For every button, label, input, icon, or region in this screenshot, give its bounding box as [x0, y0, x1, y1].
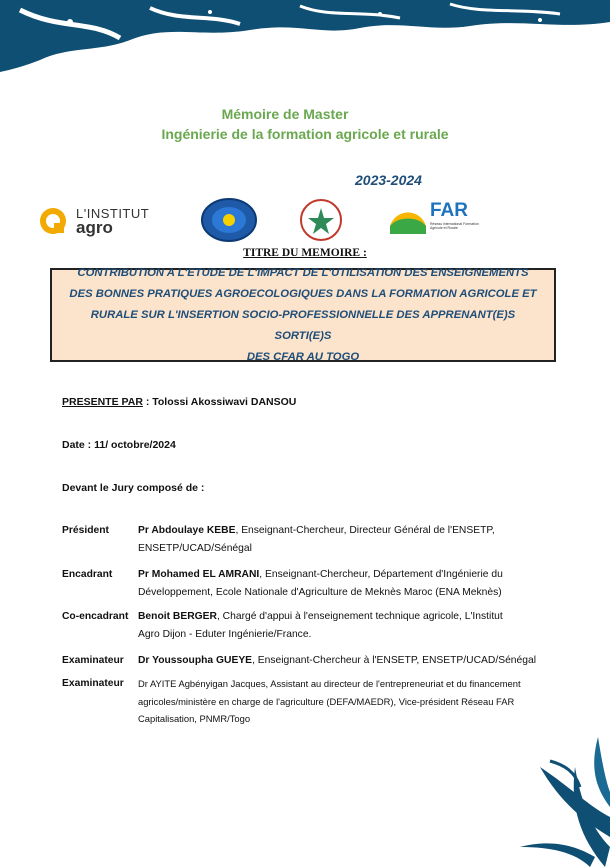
far-icon [388, 202, 428, 238]
far-text: FAR [430, 200, 468, 221]
title-line: RURALE SUR L'INSERTION SOCIO-PROFESSIONNELLE DES APPRENANT(E)S SORTI(E)S [90, 308, 516, 342]
jury-desc: , Enseignant-Chercheur, Département d'Ingénierie du [259, 569, 503, 580]
jury-role: Président [62, 525, 109, 536]
plant-decoration [480, 727, 610, 867]
title-label: TITRE DU MEMOIRE : [243, 247, 367, 259]
jury-role: Examinateur [62, 655, 124, 666]
jury-name: Dr Youssoupha GUEYE [138, 655, 253, 666]
jury-desc: , Chargé d'appui à l'enseignement technique agricole, L'Institut [216, 611, 503, 622]
presented-by [62, 396, 296, 408]
jury-desc: Agro Dijon - Eduter Ingénierie/France. [138, 629, 312, 640]
jury-role: Encadrant [62, 569, 113, 580]
jury-member [138, 608, 578, 644]
institut-agro-l2: agro [76, 218, 113, 237]
jury-desc: Dr AYITE Agbényigan Jacques, Assistant au directeur de l'entrepreneuriat et du financement [138, 678, 521, 689]
jury-name: Pr Mohamed EL AMRANI [138, 569, 260, 580]
ena-meknes-logo [292, 198, 350, 242]
jury-role: Co-encadrant [62, 611, 129, 622]
top-decoration [0, 0, 610, 75]
logos-row [36, 198, 496, 242]
title-line: CONTRIBUTION A L'ETUDE DE L'IMPACT DE L'UTILISATION DES ENSEIGNEMENTS [77, 266, 529, 279]
jury-member [138, 522, 578, 558]
presented-name: Tolossi Akossiwavi DANSOU [152, 396, 297, 408]
jury-desc: Développement, Ecole Nationale d'Agriculture de Meknès Maroc (ENA Meknès) [138, 587, 502, 598]
jury-desc: , Enseignant-Chercheur, Directeur Général de l'ENSETP, [235, 525, 495, 536]
presented-label: PRESENTE PAR [62, 396, 143, 408]
title-line: DES BONNES PRATIQUES AGROECOLOGIQUES DANS LA FORMATION AGRICOLE ET [69, 287, 537, 300]
title-label-row [0, 243, 610, 261]
title-line: DES CFAR AU TOGO [246, 350, 360, 363]
jury-name: Pr Abdoulaye KEBE [138, 525, 236, 536]
jury-desc: , Enseignant-Chercheur à l'ENSETP, ENSETP/UCAD/Sénégal [252, 655, 536, 666]
presented-sep: : [142, 396, 153, 408]
jury-desc: ENSETP/UCAD/Sénégal [138, 543, 252, 554]
ensetp-logo [200, 198, 258, 242]
jury-member [138, 652, 578, 670]
jury-role: Examinateur [62, 678, 124, 689]
jury-desc: agricoles/ministère en charge de l'agriculture (DEFA/MAEDR), Vice-président Réseau FAR [138, 695, 515, 707]
memoire-title: Mémoire de Master [221, 106, 349, 122]
program-title: Ingénierie de la formation agricole et rurale [161, 126, 449, 142]
far-subtext: Réseau international Formation Agricole et Rurale [430, 222, 479, 230]
institut-agro-icon [36, 206, 70, 236]
academic-year: 2023-2024 [355, 172, 422, 188]
defense-date: Date : 11/ octobre/2024 [62, 439, 176, 451]
thesis-title [52, 263, 554, 368]
jury-desc: Capitalisation, PNMR/Togo [138, 713, 251, 724]
thesis-title-box [50, 268, 556, 362]
jury-member [138, 566, 578, 602]
institut-agro-l1: L'INSTITUT [76, 206, 150, 221]
institut-agro-logo [36, 206, 176, 236]
jury-name: Benoit BERGER [138, 611, 217, 622]
jury-member [138, 675, 578, 728]
jury-intro: Devant le Jury composé de : [62, 482, 205, 494]
far-logo [388, 200, 488, 240]
